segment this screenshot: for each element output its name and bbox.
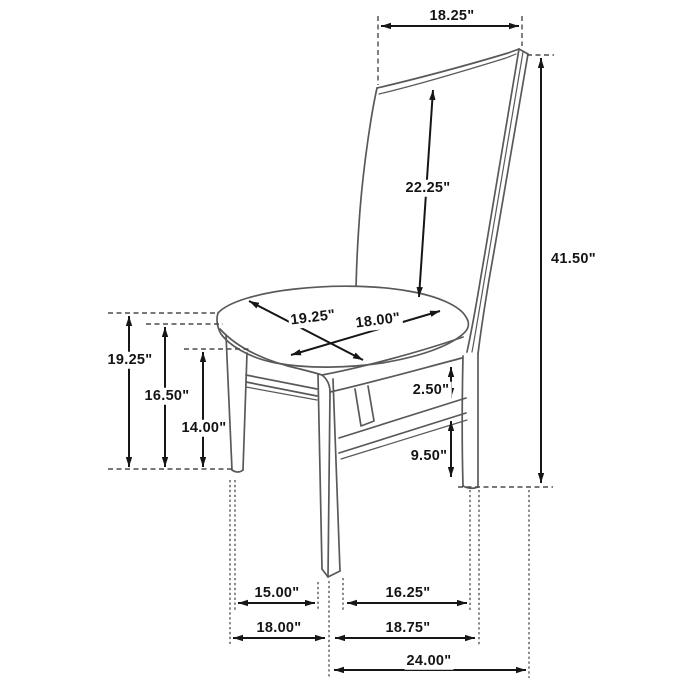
dim-label-seat-width: 18.00" xyxy=(353,310,404,332)
chair-left-leg-bottom xyxy=(232,470,243,472)
chair-left-rail-top xyxy=(246,375,317,389)
chair-front-leg-bottom xyxy=(322,569,340,577)
dim-label-side-depth: 18.75" xyxy=(385,619,431,636)
dim-label-seat-depth: 19.25" xyxy=(288,307,339,329)
dimension-guides-bottom xyxy=(230,480,529,678)
chair-front-leg-right-edge xyxy=(333,379,340,571)
dim-label-front-leg-spacing: 15.00" xyxy=(254,584,300,601)
dim-label-back-top-width: 18.25" xyxy=(429,7,475,24)
dim-label-side-leg-spacing: 16.25" xyxy=(385,584,431,601)
chair-front-leg-left-edge xyxy=(318,374,322,569)
dim-label-front-width: 18.00" xyxy=(256,619,302,636)
dim-label-back-height: 22.25" xyxy=(405,179,451,196)
dim-label-overall-depth: 24.00" xyxy=(406,652,452,669)
dim-label-floor-to-seat-back: 19.25" xyxy=(107,351,153,368)
dim-label-overall-height: 41.50" xyxy=(551,250,596,267)
dim-label-floor-to-apron: 14.00" xyxy=(181,419,227,436)
dim-label-apron-stretcher-gap: 2.50" xyxy=(412,381,450,398)
chair-apron-corner xyxy=(322,375,330,392)
dim-label-floor-to-seat-front: 16.50" xyxy=(144,387,190,404)
chair-left-leg-inner-edge xyxy=(243,353,247,470)
chair-left-leg-outer-edge xyxy=(226,335,232,470)
dim-label-stretcher-to-floor: 9.50" xyxy=(410,447,448,464)
chair-rearleft-leg-stub xyxy=(355,386,374,426)
chair-front-leg-corner xyxy=(328,392,330,577)
